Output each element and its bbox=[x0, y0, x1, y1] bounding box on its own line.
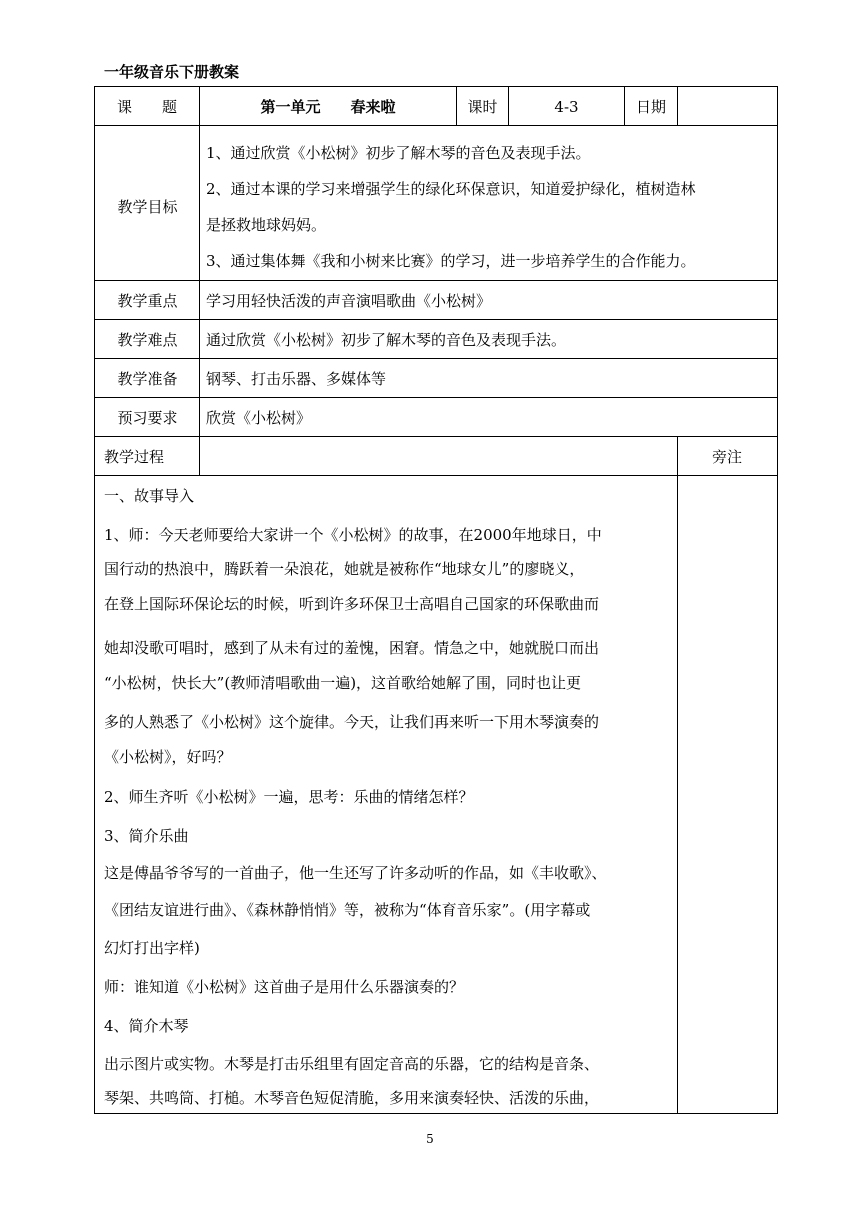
period-value: 4-3 bbox=[554, 98, 579, 116]
label-difficulty: 教学难点 bbox=[117, 331, 178, 349]
process-line: 在登上国际环保论坛的时候，听到许多环保卫士高唱自己国家的环保歌曲而 bbox=[104, 595, 600, 613]
col-divider bbox=[677, 86, 678, 125]
col-divider bbox=[677, 436, 678, 1114]
process-line: 国行动的热浪中，腾跃着一朵浪花，她就是被称作“地球女儿”的廖晓义， bbox=[104, 560, 585, 578]
process-line: 一、故事导入 bbox=[104, 487, 195, 505]
document-title: 一年级音乐下册教案 bbox=[104, 63, 240, 81]
unit-title: 第一单元 春来啦 bbox=[260, 98, 396, 116]
page-number: 5 bbox=[426, 1132, 434, 1146]
goal-line: 2、通过本课的学习来增强学生的绿化环保意识，知道爱护绿化，植树造林 bbox=[206, 180, 696, 198]
row-divider bbox=[94, 280, 778, 281]
col-divider bbox=[199, 86, 200, 475]
label-goals: 教学目标 bbox=[117, 198, 178, 216]
label-preview: 预习要求 bbox=[117, 409, 178, 427]
label-topic: 课 题 bbox=[116, 98, 177, 116]
row-divider bbox=[94, 397, 778, 398]
label-preparation: 教学准备 bbox=[117, 370, 178, 388]
process-line: 出示图片或实物。木琴是打击乐组里有固定音高的乐器，它的结构是音条、 bbox=[104, 1055, 600, 1073]
process-line: 幻灯打出字样) bbox=[104, 939, 200, 957]
preparation-value: 钢琴、打击乐器、多媒体等 bbox=[206, 370, 387, 388]
preview-value: 欣赏《小松树》 bbox=[206, 409, 312, 427]
process-line: 她却没歌可唱时，感到了从未有过的羞愧，困窘。情急之中，她就脱口而出 bbox=[104, 639, 600, 657]
row-divider bbox=[94, 436, 778, 437]
process-line: 4、简介木琴 bbox=[104, 1017, 189, 1035]
process-line: 2、师生齐听《小松树》一遍，思考：乐曲的情绪怎样？ bbox=[104, 788, 474, 806]
difficulty-value: 通过欣赏《小松树》初步了解木琴的音色及表现手法。 bbox=[206, 331, 567, 349]
row-divider bbox=[94, 475, 778, 476]
goal-line: 1、通过欣赏《小松树》初步了解木琴的音色及表现手法。 bbox=[206, 144, 591, 162]
row-divider bbox=[94, 358, 778, 359]
row-divider bbox=[94, 125, 778, 126]
process-line: 《小松树》，好吗？ bbox=[104, 748, 232, 766]
label-process: 教学过程 bbox=[104, 448, 165, 466]
label-period: 课时 bbox=[467, 98, 498, 116]
goal-line: 3、通过集体舞《我和小树来比赛》的学习，进一步培养学生的合作能力。 bbox=[206, 252, 696, 270]
focus-value: 学习用轻快活泼的声音演唱歌曲《小松树》 bbox=[206, 292, 492, 310]
label-focus: 教学重点 bbox=[117, 292, 178, 310]
process-line: 1、师：今天老师要给大家讲一个《小松树》的故事，在2000年地球日，中 bbox=[104, 526, 602, 544]
process-line: “小松树，快长大”(教师清唱歌曲一遍)，这首歌给她解了围，同时也让更 bbox=[104, 674, 582, 692]
process-line: 师：谁知道《小松树》这首曲子是用什么乐器演奏的？ bbox=[104, 978, 465, 996]
process-line: 3、简介乐曲 bbox=[104, 827, 189, 845]
process-line: 多的人熟悉了《小松树》这个旋律。今天，让我们再来听一下用木琴演奏的 bbox=[104, 713, 600, 731]
label-date: 日期 bbox=[635, 98, 666, 116]
process-line: 这是傅晶爷爷写的一首曲子，他一生还写了许多动听的作品，如《丰收歌》、 bbox=[104, 864, 607, 882]
label-side-notes: 旁注 bbox=[711, 448, 742, 466]
process-line: 《团结友谊进行曲》、《森林静悄悄》等，被称为“体育音乐家”。(用字幕或 bbox=[104, 901, 591, 919]
process-line: 琴架、共鸣筒、打槌。木琴音色短促清脆，多用来演奏轻快、活泼的乐曲， bbox=[104, 1089, 600, 1107]
goal-line: 是拯救地球妈妈。 bbox=[206, 216, 327, 234]
row-divider bbox=[94, 319, 778, 320]
